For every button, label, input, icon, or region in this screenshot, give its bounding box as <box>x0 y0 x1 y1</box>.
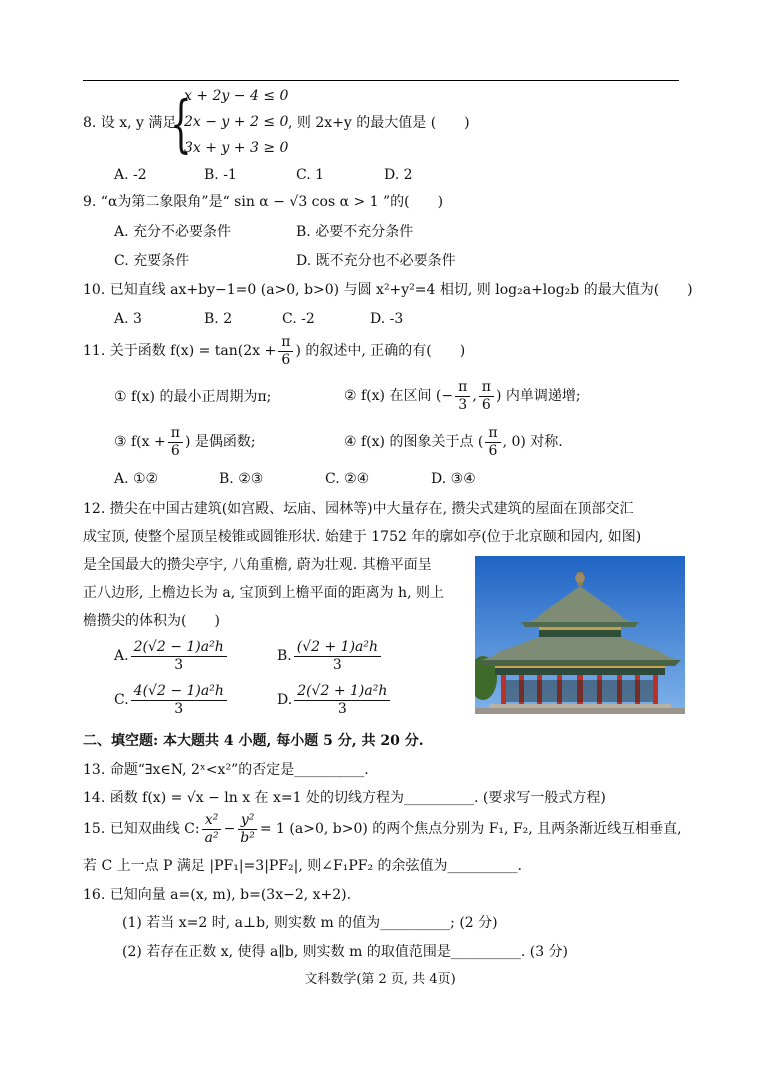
q10-option-d: D. -3 <box>370 311 404 327</box>
section-fill-in-header: 二、填空题: 本大题共 4 小题, 每小题 5 分, 共 20 分. <box>83 733 424 749</box>
q9-option-b: B. 必要不充分条件 <box>296 224 414 240</box>
q8-label: 8. 设 x, y 满足 <box>83 115 177 131</box>
q10-option-a: A. 3 <box>114 311 142 327</box>
q12-option-c-letter: C. <box>114 692 129 708</box>
q16-part-2: (2) 若存在正数 x, 使得 a∥b, 则实数 m 的取值范围是__________. (3 分) <box>122 944 569 960</box>
q8-tail: , 则 2x+y 的最大值是 ( ) <box>288 115 470 131</box>
q11-stem-pre: 11. 关于函数 f(x) = tan(2x + <box>83 343 277 359</box>
q14: 14. 函数 f(x) = √x − ln x 在 x=1 处的切线方程为__________. (要求写一般式方程) <box>83 790 606 806</box>
q12-line-2: 成宝顶, 使整个屋顶呈棱锥或圆锥形状. 始建于 1752 年的廓如亭(位于北京颐和园内, 如图) <box>83 529 642 545</box>
q8-ineq-1: x + 2y − 4 ≤ 0 <box>184 88 289 104</box>
pavilion-photo <box>475 556 685 714</box>
q12-option-c-den: 3 <box>174 700 184 717</box>
q8-option-a: A. -2 <box>114 167 147 183</box>
q9-option-d: D. 既不充分也不必要条件 <box>296 253 456 269</box>
q11-statement-2: ② f(x) 在区间 (− $\frac{\pi}{3}$ , $\frac{\pi}{6}$ ) 内单调递增; <box>344 378 581 413</box>
q8-ineq-3: 3x + y + 3 ≥ 0 <box>184 140 289 156</box>
q12-option-b-den: 3 <box>332 656 342 673</box>
q11-statement-3 <box>114 424 256 460</box>
q12-option-d <box>277 682 392 718</box>
q15-minus: − <box>223 821 236 837</box>
q11-s4-frac-den: 6 <box>488 442 498 459</box>
q8-brace: { <box>170 87 192 160</box>
q16-part-1: (1) 若当 x=2 时, a⊥b, 则实数 m 的值为__________; (2 分) <box>122 915 498 931</box>
q11-option-a: A. ①② <box>114 471 159 487</box>
q11-s3-post: ) 是偶函数; <box>184 434 256 450</box>
q15-line-1 <box>83 810 682 848</box>
q12-option-d-frac <box>294 683 390 718</box>
q15-frac-2-num: y² <box>238 812 258 830</box>
q12-option-a-den: 3 <box>174 656 184 673</box>
q12-option-c <box>114 682 229 718</box>
q12-option-a-frac <box>131 639 227 674</box>
q11-s4-pre: ④ f(x) 的图象关于点 ( <box>344 434 484 450</box>
q12-option-b-num: (√2 + 1)a²h <box>294 639 381 657</box>
q11-stem-frac <box>278 334 293 369</box>
q12-line-5: 檐攒尖的体积为( ) <box>83 613 220 629</box>
q15-line-2: 若 C 上一点 P 满足 |PF₁|=3|PF₂|, 则∠F₁PF₂ 的余弦值为__________. <box>83 858 522 874</box>
q11-s4-frac <box>485 425 500 460</box>
q11-s2-frac-2-den: 6 <box>481 396 491 413</box>
q15-post: = 1 (a>0, b>0) 的两个焦点分别为 F₁, F₂, 且两条渐近线互相垂直, <box>259 821 682 837</box>
q9-stem: 9. “α为第二象限角”是“ sin α − √3 cos α > 1 ”的( ) <box>83 194 444 210</box>
q12-option-a-num: 2(√2 − 1)a²h <box>131 639 227 657</box>
q8-option-b: B. -1 <box>204 167 237 183</box>
q15-pre: 15. 已知双曲线 C: <box>83 821 200 837</box>
q12-option-d-den: 3 <box>337 700 347 717</box>
q11-s2-frac-2-num: π <box>479 379 494 397</box>
q9-option-a: A. 充分不必要条件 <box>114 224 232 240</box>
q15-frac-1 <box>202 812 222 847</box>
q11-stem-frac-den: 6 <box>281 351 291 368</box>
q11-s4-post: , 0) 对称. <box>502 434 563 450</box>
q15-frac-2-den: b² <box>240 829 255 846</box>
q12-option-d-letter: D. <box>277 692 293 708</box>
q12-option-a <box>114 638 229 674</box>
q11-s4-frac-num: π <box>485 425 500 443</box>
q10-option-b: B. 2 <box>204 311 233 327</box>
q12-line-4: 正八边形, 上檐边长为 a, 宝顶到上檐平面的距离为 h, 则上 <box>83 585 444 601</box>
q15-frac-1-den: a² <box>204 829 219 846</box>
q15-frac-2 <box>237 812 258 847</box>
q12-option-c-num: 4(√2 − 1)a²h <box>131 683 227 701</box>
q11-stem-post: ) 的叙述中, 正确的有( ) <box>295 343 466 359</box>
q11-s3-pre: ③ f(x + <box>114 434 166 450</box>
q11-option-d: D. ③④ <box>431 471 476 487</box>
q12-line-1: 12. 攒尖在中国古建筑(如宫殿、坛庙、园林等)中大量存在, 攒尖式建筑的屋面在顶部交汇 <box>83 501 634 517</box>
q12-line-3: 是全国最大的攒尖亭宇, 八角重檐, 蔚为壮观. 其檐平面呈 <box>83 557 432 573</box>
q12-option-d-num: 2(√2 + 1)a²h <box>294 683 390 701</box>
q13: 13. 命题“∃x∈N, 2ˣ<x²”的否定是__________. <box>83 762 369 778</box>
q11-s2-frac-1 <box>455 379 470 414</box>
q11-s3-frac-den: 6 <box>170 442 180 459</box>
q12-option-b-frac <box>294 639 381 674</box>
q10-option-c: C. -2 <box>282 311 315 327</box>
q11-s2-pre: ② f(x) 在区间 (− <box>344 388 454 404</box>
q11-option-c: C. ②④ <box>325 471 370 487</box>
q8-option-c: C. 1 <box>296 167 325 183</box>
q11-s2-post: ) 内单调递增; <box>495 388 581 404</box>
q11-statement-4 <box>344 424 563 460</box>
q9-option-c: C. 充要条件 <box>114 253 190 269</box>
page-footer: 文科数学(第 2 页, 共 4页) <box>304 972 456 987</box>
q11-s2-frac-1-den: 3 <box>458 396 468 413</box>
q8-option-d: D. 2 <box>384 167 413 183</box>
q12-option-c-frac <box>131 683 227 718</box>
q12-option-b-letter: B. <box>277 648 292 664</box>
q12-option-b <box>277 638 383 674</box>
q11-s3-frac <box>168 425 183 460</box>
q11-stem-frac-num: π <box>278 334 293 352</box>
q12-option-a-letter: A. <box>114 648 129 664</box>
q11-s2-frac-2 <box>479 379 494 414</box>
q11-stem <box>83 333 465 369</box>
q11-s2-frac-1-num: π <box>455 379 470 397</box>
q8-ineq-2: 2x − y + 2 ≤ 0 <box>184 114 289 130</box>
header-rule <box>83 80 679 81</box>
q10-stem: 10. 已知直线 ax+by−1=0 (a>0, b>0) 与圆 x²+y²=4 相切, 则 log₂a+log₂b 的最大值为( ) <box>83 282 693 298</box>
q16-stem: 16. 已知向量 a=(x, m), b=(3x−2, x+2). <box>83 887 352 903</box>
q11-option-b: B. ②③ <box>219 471 264 487</box>
q15-frac-1-num: x² <box>202 812 222 830</box>
q11-s3-frac-num: π <box>168 425 183 443</box>
q11-statement-1: ① f(x) 的最小正周期为π; <box>114 389 272 405</box>
